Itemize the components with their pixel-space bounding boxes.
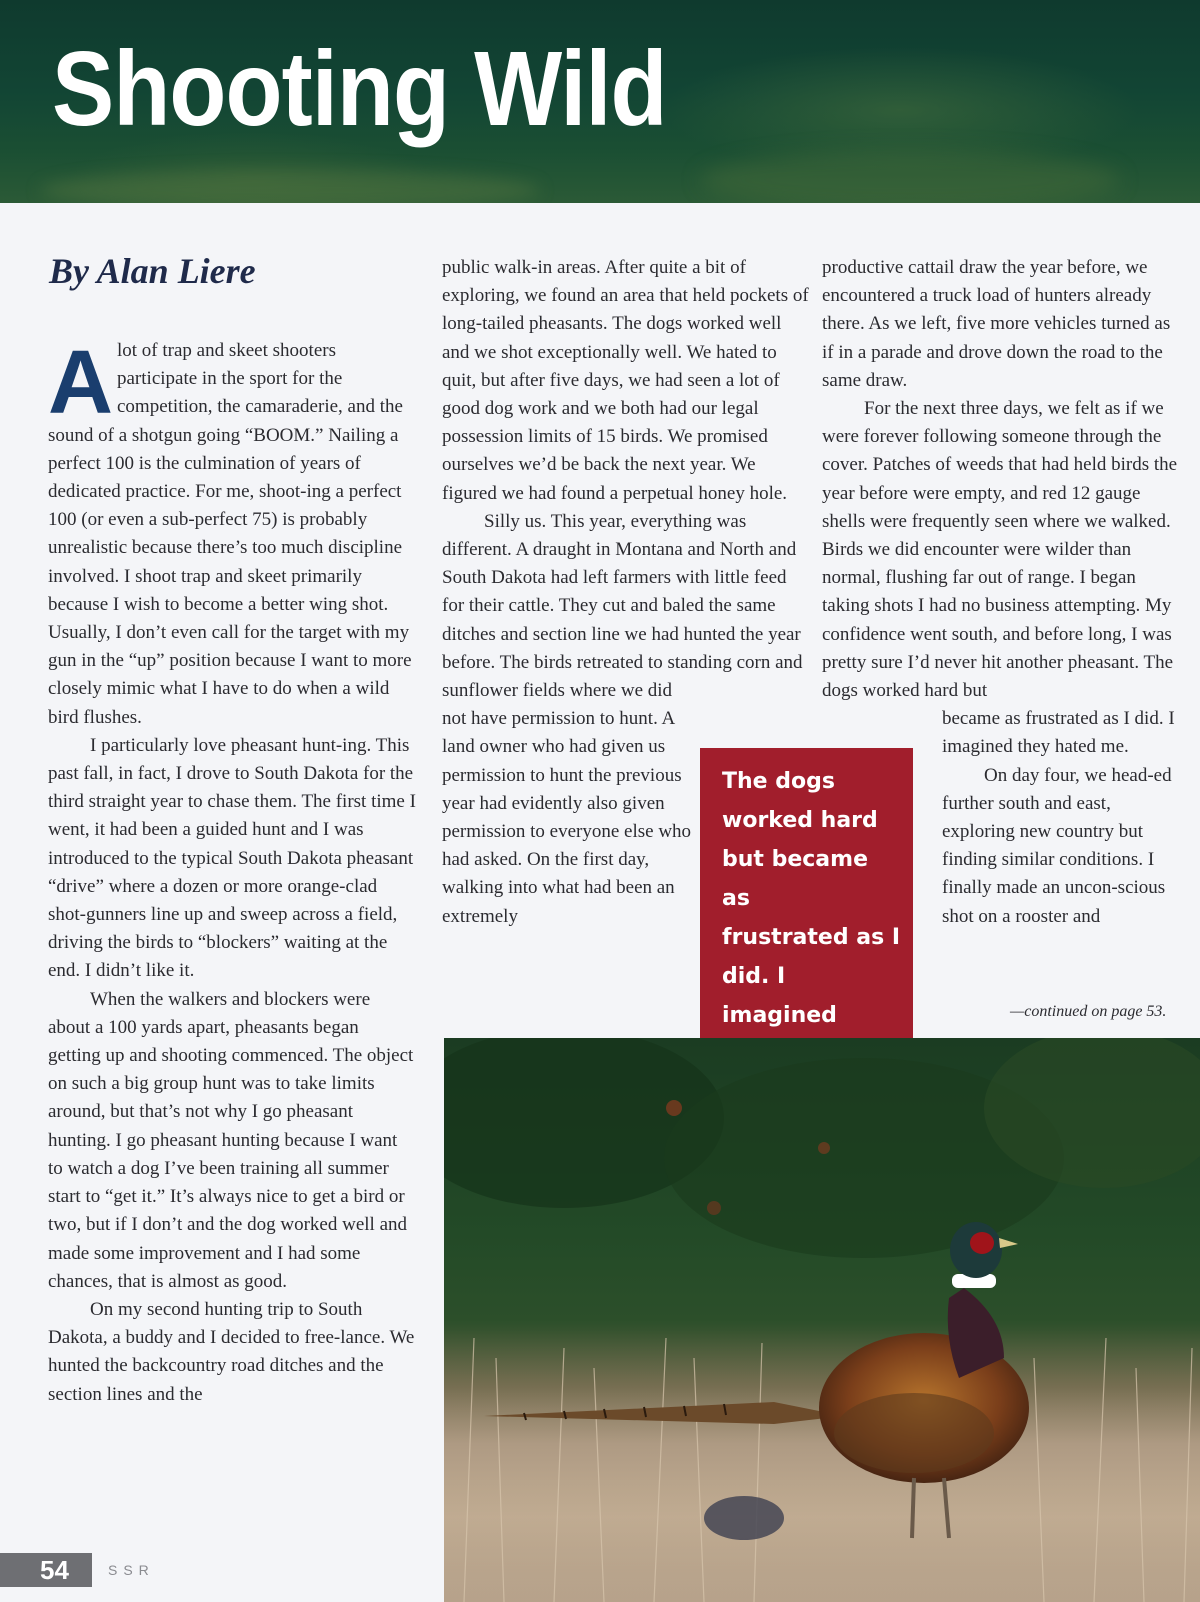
pull-quote-line: frustrated as I xyxy=(722,925,901,950)
pull-quote-line: worked hard xyxy=(722,808,878,833)
article-paragraph: public walk-in areas. After quite a bit of exploring, we found an area that held pockets of long-tailed pheasants. The dogs worked well and we shot exceptionally well. We hated to quit, but after five days, we had seen a lot of good dog work and we both had our legal possession limits of 15 birds. We promised ourselves we’d be back the next year. We figured we had found a perpetual honey hole. xyxy=(442,257,809,504)
pull-quote xyxy=(700,748,913,1038)
article-paragraph: became as frustrated as I did. I imagined they hated me. xyxy=(942,708,1175,758)
article-title: Shooting Wild xyxy=(52,30,667,148)
article-paragraph: On my second hunting trip to South Dakota, a buddy and I decided to free-lance. We hunted the backcountry road ditches and the section lines and the xyxy=(48,1298,415,1405)
pheasant-illustration xyxy=(444,1038,1200,1602)
article-paragraph xyxy=(48,333,416,732)
title-banner xyxy=(0,0,1200,203)
publication-name: SSR xyxy=(108,1562,155,1578)
pull-quote-line: but became as xyxy=(722,847,868,911)
byline: By Alan Liere xyxy=(49,251,256,291)
page-number-box xyxy=(0,1553,92,1587)
page-number: 54 xyxy=(40,1555,69,1585)
article-paragraph: When the walkers and blockers were about a 100 yards apart, pheasants began getting up and shooting commenced. The object on such a big group hunt was to take limits around, but that’s not why I go pheasant hunting. I go pheasant hunting because I want to watch a dog I’ve been training all summer start to “get it.” It’s always nice to get a bird or two, but if I don’t and the dog worked well and made some improvement and I had some chances, that is almost as good. xyxy=(48,988,414,1292)
pull-quote-line: did. I imagined xyxy=(722,964,837,1028)
continued-note: —continued on page 53. xyxy=(1010,1003,1167,1020)
article-paragraph: productive cattail draw the year before, we encountered a truck load of hunters already there. As we left, five more vehicles turned as if in a parade and drove down the road to the same draw. xyxy=(822,257,1171,391)
article-paragraph: On day four, we head-ed further south and east, exploring new country but finding similar conditions. I finally made an uncon-scious shot on a rooster and xyxy=(942,764,1172,927)
pull-quote-line: The dogs xyxy=(722,769,835,794)
pheasant-photo xyxy=(444,1038,1200,1602)
drop-cap: A xyxy=(48,333,113,433)
paragraph-text: lot of trap and skeet shooters participate in the sport for the competition, the camaraderie, and the sound of a shotgun going “BOOM.” Nailing a perfect 100 is the culmination of years of dedicated practice. For me, shoot-ing a perfect 100 (or even a sub-perfect 75) is probably unrealistic because there’s too much discipline involved. I shoot trap and skeet primarily because I wish to become a better wing shot. Usually, I don’t even call for the target with my gun in the “up” position because I want to more closely mimic what I have to do when a wild bird flushes. xyxy=(48,340,412,728)
banner-foliage xyxy=(700,150,1120,203)
article-column-1 xyxy=(48,333,416,1409)
article-paragraph: I particularly love pheasant hunt-ing. This past fall, in fact, I drove to South Dakota for the third straight year to chase them. The first time I went, it had been a guided hunt and I was introduced to the typical South Dakota pheasant “drive” where a dozen or more orange-clad shot-gunners line up and sweep across a field, driving the birds to “blockers” waiting at the end. I didn’t like it. xyxy=(48,734,416,982)
article-paragraph: sunflower fields where we did not have permission to hunt. A land owner who had given us permission to hunt the previous year had evidently also given permission to everyone else who had asked. On the first day, walking into what had been an extremely xyxy=(442,680,692,927)
banner-foliage xyxy=(40,170,540,203)
article-paragraph: Silly us. This year, everything was different. A draught in Montana and North and South Dakota had left farmers with little feed for their cattle. They cut and baled the same ditches and section line we had hunted the year before. The birds retreated to standing corn and xyxy=(442,510,803,673)
article-paragraph: For the next three days, we felt as if we were forever following someone through the cover. Patches of weeds that had held birds the year before were empty, and red 12 gauge shells were frequently seen where we walked. Birds we did encounter were wilder than normal, flushing far out of range. I began taking shots I had no business attempting. My confidence went south, and before long, I was pretty sure I’d never hit another pheasant. The dogs worked hard but xyxy=(822,398,1178,702)
